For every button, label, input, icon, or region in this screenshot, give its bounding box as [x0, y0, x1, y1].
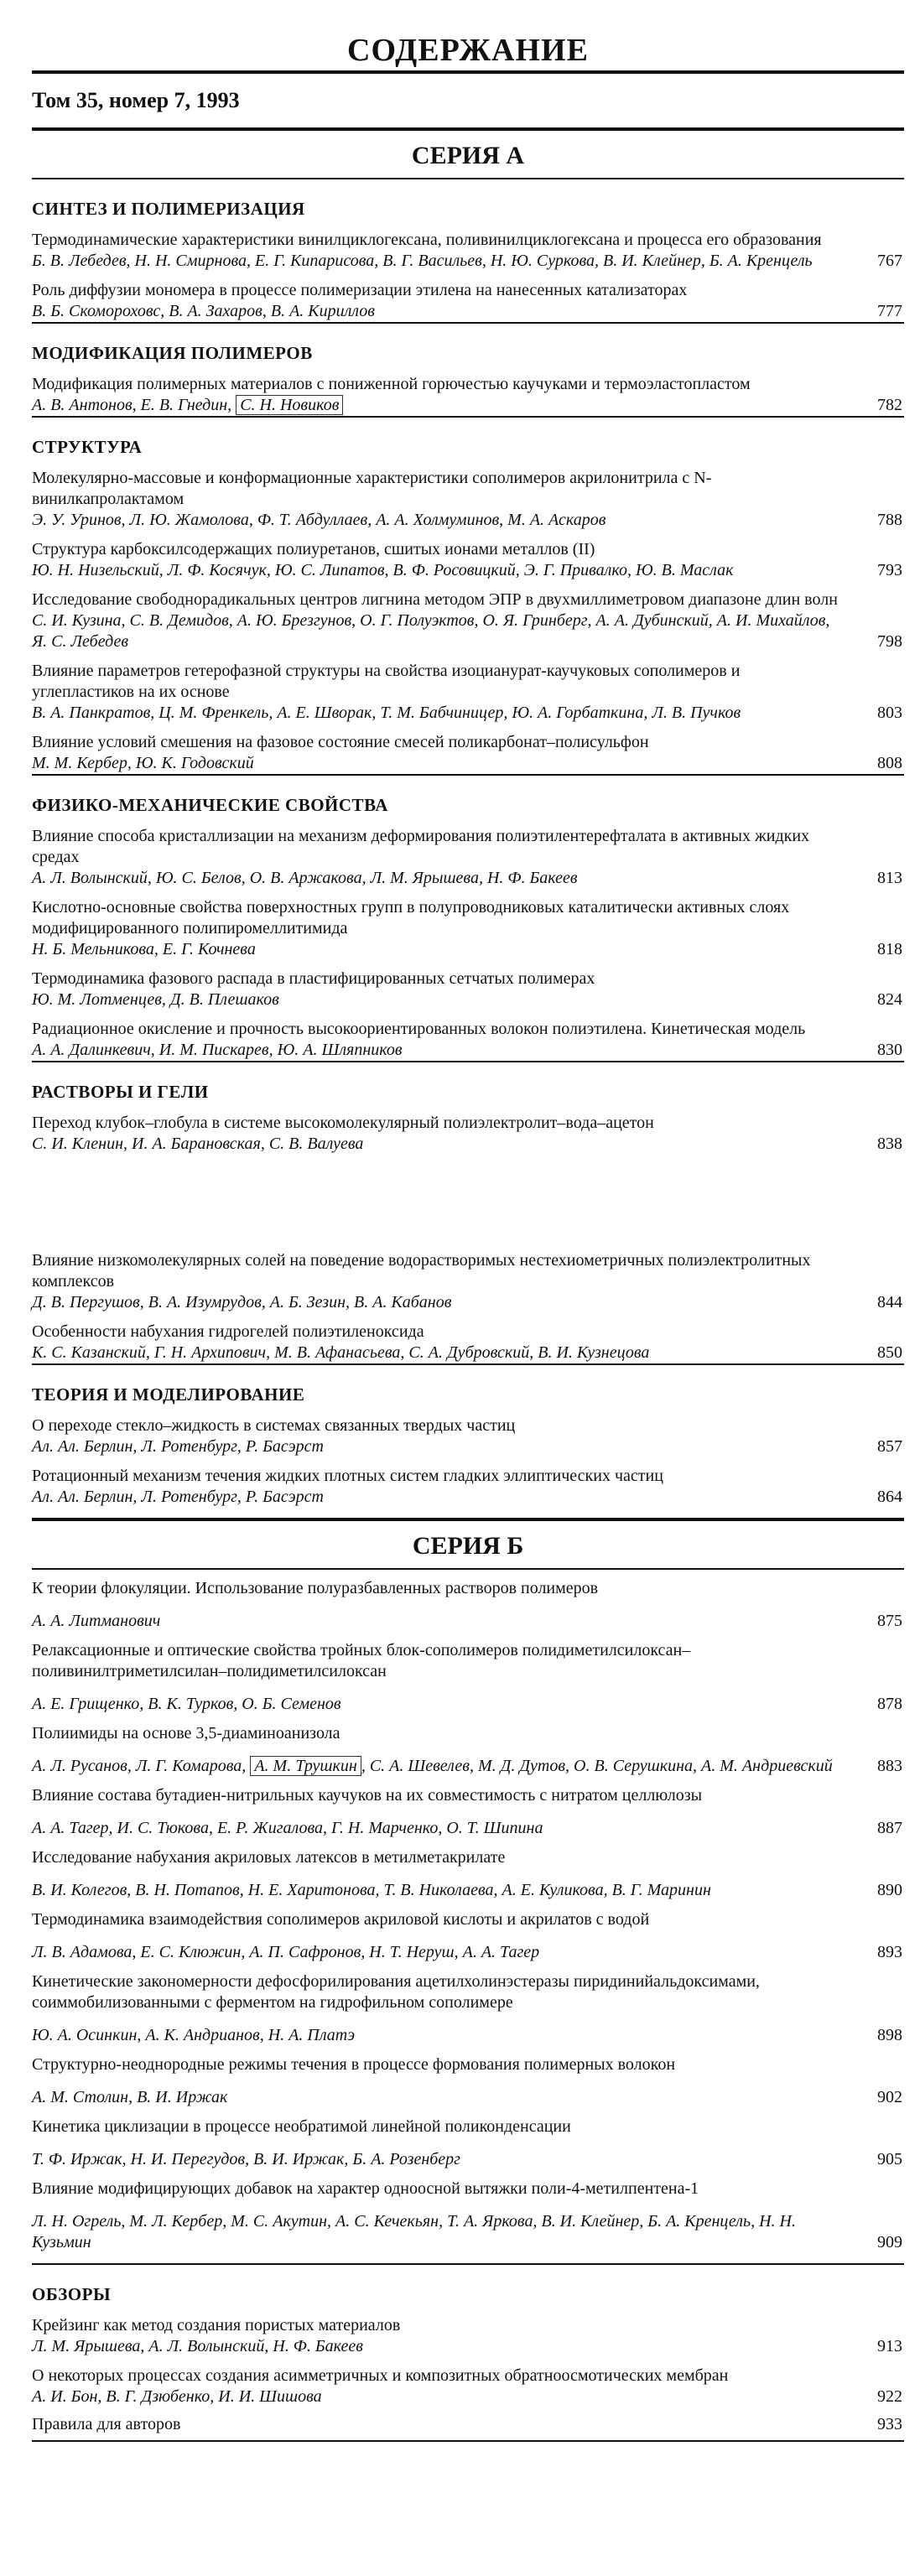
- toc-entry: [32, 2179, 904, 2253]
- toc-entry: [32, 1322, 904, 1363]
- toc-entry: [32, 969, 904, 1010]
- entry-authors: [32, 510, 845, 531]
- toc-entry: [32, 1415, 904, 1457]
- toc-entry: [32, 468, 904, 531]
- entry-title: Переход клубок–глобула в системе высокомолекулярный полиэлектролит–вода–ацетон: [32, 1114, 654, 1132]
- rules-label: Правила для авторов: [32, 2415, 181, 2433]
- entry-authors-text: С. И. Кленин, И. А. Барановская, С. В. Валуева: [32, 1135, 364, 1153]
- volume-info: Том 35, номер 7, 1993: [32, 88, 240, 112]
- entry-page-number: 893: [877, 1943, 902, 1961]
- toc-section: [32, 179, 904, 322]
- entry-authors: [32, 1611, 845, 1632]
- entry-authors: [32, 560, 845, 581]
- entry-authors: [32, 1134, 845, 1155]
- entry-title: О переходе стекло–жидкость в системах связанных твердых частиц: [32, 1416, 516, 1435]
- entry-page-number: 857: [877, 1437, 902, 1456]
- entry-authors: [32, 1818, 845, 1839]
- toc-entry: [32, 1723, 904, 1777]
- toc-entry: [32, 897, 904, 960]
- entry-title: Полиимиды на основе 3,5-диаминоанизола: [32, 1724, 340, 1742]
- entry-authors-rest: , С. А. Шевелев, М. Д. Дутов, О. В. Серушкина, А. М. Андриевский: [361, 1757, 833, 1775]
- entry-title: О некоторых процессах создания асимметричных и композитных обратноосмотических мембран: [32, 2366, 729, 2385]
- bottom-rule: [32, 2440, 904, 2442]
- entry-page-number: 875: [877, 1612, 902, 1630]
- rules-for-authors: [32, 2414, 904, 2435]
- entry-authors: [32, 395, 845, 416]
- entry-page-number: 883: [877, 1757, 902, 1775]
- rules-page: 933: [877, 2415, 902, 2433]
- entry-page-number: 788: [877, 511, 902, 529]
- entry-page-number: 838: [877, 1135, 902, 1153]
- entry-authors: [32, 2149, 845, 2170]
- toc-entry: [32, 374, 904, 416]
- toc-entry: [32, 661, 904, 724]
- entry-title: Крейзинг как метод создания пористых материалов: [32, 2316, 401, 2334]
- toc-section: [32, 776, 904, 1061]
- entry-authors: [32, 251, 845, 272]
- entry-page-number: 782: [877, 396, 902, 414]
- toc-entry: [32, 2315, 904, 2357]
- entry-page-number: 902: [877, 2088, 902, 2106]
- entry-title: Структурно-неоднородные режимы течения в процессе формования полимерных волокон: [32, 2055, 676, 2074]
- entry-title: Структура карбоксилсодержащих полиуретанов, сшитых ионами металлов (II): [32, 540, 595, 558]
- entry-authors-boxed: А. М. Трушкин: [250, 1756, 361, 1776]
- entry-authors: [32, 989, 845, 1010]
- toc-entry: [32, 1250, 904, 1313]
- entry-page-number: 803: [877, 704, 902, 722]
- entry-authors-text: Л. В. Адамова, Е. С. Клюжин, А. П. Сафронов, Н. Т. Неруш, А. А. Тагер: [32, 1943, 540, 1961]
- toc-entry: [32, 280, 904, 322]
- entry-title: Влияние способа кристаллизации на механизм деформирования полиэтилентерефталата в активных жидких средах: [32, 827, 810, 866]
- entry-page-number: 844: [877, 1293, 902, 1311]
- toc-entry: [32, 1971, 904, 2046]
- entry-page-number: 864: [877, 1488, 902, 1506]
- series-b-title: СЕРИЯ Б: [412, 1532, 524, 1560]
- entry-title: Кинетические закономерности дефосфорилирования ацетилхолинэстеразы пиридинийальдоксимами, соиммобилизованными с ферментом на гидрофильном сополимере: [32, 1972, 760, 2012]
- entry-title: Релаксационные и оптические свойства тройных блок-сополимеров полидиметилсилоксан–поливинилтриметилсилан–полидиметилсилоксан: [32, 1641, 691, 1680]
- entry-authors-text: Ю. Н. Низельский, Л. Ф. Косячук, Ю. С. Липатов, В. Ф. Росовицкий, Э. Г. Привалко, Ю. В. Маслак: [32, 561, 734, 579]
- entry-authors-text: М. М. Кербер, Ю. К. Годовский: [32, 754, 254, 772]
- series-a-title: СЕРИЯ А: [411, 142, 525, 169]
- entry-title: Молекулярно-массовые и конформационные характеристики сополимеров акрилонитрила с N-винилкапролактамом: [32, 469, 712, 508]
- toc-entry: [32, 1466, 904, 1508]
- toc-entry: [32, 1640, 904, 1715]
- entry-page-number: 878: [877, 1695, 902, 1713]
- entry-page-number: 813: [877, 869, 902, 887]
- entry-title: Термодинамика фазового распада в пластифицированных сетчатых полимерах: [32, 969, 595, 988]
- section-heading: СТРУКТУРА: [32, 437, 143, 457]
- series-b-rule: [32, 1568, 904, 1570]
- toc-entry: [32, 2116, 904, 2170]
- section-heading: ФИЗИКО-МЕХАНИЧЕСКИЕ СВОЙСТВА: [32, 795, 388, 815]
- entry-page-number: 922: [877, 2387, 902, 2406]
- entry-authors: [32, 1436, 845, 1457]
- entry-title: Кислотно-основные свойства поверхностных групп в полупроводниковых каталитически активных слоях модифицированного полипиромеллитимида: [32, 898, 790, 937]
- entry-page-number: 909: [877, 2233, 902, 2251]
- page-title: СОДЕРЖАНИЕ: [347, 33, 589, 68]
- entry-authors: [32, 1756, 845, 1777]
- entry-authors-text: Ю. А. Осинкин, А. К. Андрианов, Н. А. Платэ: [32, 2026, 356, 2044]
- entry-page-number: 913: [877, 2337, 902, 2355]
- entry-page-number: 887: [877, 1819, 902, 1837]
- entry-authors-text: Б. В. Лебедев, Н. Н. Смирнова, Е. Г. Кипарисова, В. Г. Васильев, Н. Ю. Суркова, В. И. Клейнер, Б. А. Кренцель: [32, 252, 813, 270]
- entry-authors: [32, 753, 845, 774]
- entry-authors-text: А. И. Бон, В. Г. Дзюбенко, И. И. Шишова: [32, 2387, 322, 2406]
- entry-page-number: 818: [877, 940, 902, 958]
- entry-title: Радиационное окисление и прочность высокоориентированных волокон полиэтилена. Кинетическая модель: [32, 1020, 806, 1038]
- entry-authors-text: А. Л. Русанов, Л. Г. Комарова,: [32, 1757, 247, 1775]
- section-heading-reviews: ОБЗОРЫ: [32, 2284, 112, 2304]
- section-heading: СИНТЕЗ И ПОЛИМЕРИЗАЦИЯ: [32, 199, 305, 219]
- entry-authors-text: В. Б. Скомороховс, В. А. Захаров, В. А. Кириллов: [32, 302, 375, 320]
- entry-title: К теории флокуляции. Использование полуразбавленных растворов полимеров: [32, 1579, 599, 1597]
- toc-entry: [32, 589, 904, 652]
- toc-section: [32, 324, 904, 416]
- series-b-entries: [32, 1578, 904, 2253]
- series-a-sections: [32, 179, 904, 1508]
- entry-title: Влияние низкомолекулярных солей на поведение водорастворимых нестехиометричных полиэлектролитных комплексов: [32, 1251, 811, 1291]
- entry-authors-text: А. А. Тагер, И. С. Тюкова, Е. Р. Жигалова, Г. Н. Марченко, О. Т. Шипина: [32, 1819, 543, 1837]
- entry-authors: [32, 1942, 845, 1963]
- entry-title: Влияние параметров гетерофазной структуры на свойства изоцианурат-каучуковых сополимеров и углепластиков на их основе: [32, 662, 741, 701]
- entry-title: Термодинамика взаимодействия сополимеров акриловой кислоты и акрилатов с водой: [32, 1910, 650, 1929]
- entry-page-number: 777: [877, 302, 902, 320]
- entry-authors: [32, 301, 845, 322]
- entry-authors-text: А. Л. Волынский, Ю. С. Белов, О. В. Аржакова, Л. М. Ярышева, Н. Ф. Бакеев: [32, 869, 578, 887]
- entry-title: Роль диффузии мономера в процессе полимеризации этилена на нанесенных катализаторах: [32, 281, 688, 299]
- toc-entry: [32, 2054, 904, 2108]
- entry-authors-text: В. А. Панкратов, Ц. М. Френкель, А. Е. Шворак, Т. М. Бабчиницер, Ю. А. Горбаткина, Л. В. Пучков: [32, 704, 741, 722]
- entry-title: Исследование свободнорадикальных центров лигнина методом ЭПР в двухмиллиметровом диапазоне длин волн: [32, 590, 838, 609]
- entry-title: Особенности набухания гидрогелей полиэтиленоксида: [32, 1322, 424, 1341]
- toc-section: [32, 1062, 904, 1363]
- entry-authors: [32, 1880, 845, 1901]
- entry-authors-text: Т. Ф. Иржак, Н. И. Перегудов, В. И. Иржак, Б. А. Розенберг: [32, 2150, 460, 2168]
- entry-page-number: 824: [877, 990, 902, 1009]
- entry-authors: [32, 703, 845, 724]
- toc-entry: [32, 1113, 904, 1155]
- entry-authors: [32, 1487, 845, 1508]
- entry-title: Исследование набухания акриловых латексов в метилметакрилате: [32, 1848, 506, 1867]
- entry-authors: [32, 2211, 845, 2253]
- entry-page-number: 798: [877, 632, 902, 651]
- toc-entry: [32, 2366, 904, 2407]
- entry-page-number: 793: [877, 561, 902, 579]
- entry-authors-text: Ал. Ал. Берлин, Л. Ротенбург, Р. Басэрст: [32, 1437, 324, 1456]
- entry-authors: [32, 2386, 845, 2407]
- entry-title: Влияние состава бутадиен-нитрильных каучуков на их совместимость с нитратом целлюлозы: [32, 1786, 703, 1805]
- entry-authors: [32, 610, 845, 652]
- toc-entry: [32, 1847, 904, 1901]
- entry-page-number: 830: [877, 1041, 902, 1059]
- toc-entry: [32, 230, 904, 272]
- entry-page-number: 808: [877, 754, 902, 772]
- toc-entry: [32, 732, 904, 774]
- contents-page: [32, 0, 904, 2442]
- entry-title: Влияние модифицирующих добавок на характер одноосной вытяжки поли-4-метилпентена-1: [32, 2179, 699, 2198]
- entry-authors-text: А. А. Литманович: [32, 1612, 161, 1630]
- entry-title: Модификация полимерных материалов с пониженной горючестью каучуками и термоэластопластом: [32, 375, 751, 393]
- entry-authors-text: Ю. М. Лотменцев, Д. В. Плешаков: [32, 990, 279, 1009]
- entry-authors-boxed: С. Н. Новиков: [236, 395, 343, 415]
- entry-title: Влияние условий смешения на фазовое состояние смесей поликарбонат–полисульфон: [32, 733, 649, 751]
- entry-authors-text: Л. М. Ярышева, А. Л. Волынский, Н. Ф. Бакеев: [32, 2337, 363, 2355]
- entry-authors-text: Л. Н. Огрель, М. Л. Кербер, М. С. Акутин, А. С. Кечекьян, Т. А. Яркова, В. И. Клейнер, Б. А. Кренцель, Н. Н. Кузьмин: [32, 2212, 796, 2251]
- entry-authors: [32, 1040, 845, 1061]
- toc-section: [32, 418, 904, 774]
- toc-entry: [32, 1785, 904, 1839]
- entry-authors: [32, 2025, 845, 2046]
- toc-section: [32, 1365, 904, 1508]
- toc-entry: [32, 539, 904, 581]
- entry-page-number: 850: [877, 1343, 902, 1362]
- section-heading: ТЕОРИЯ И МОДЕЛИРОВАНИЕ: [32, 1384, 305, 1405]
- entry-authors: [32, 1292, 845, 1313]
- entry-authors-text: К. С. Казанский, Г. Н. Архипович, М. В. Афанасьева, С. А. Дубровский, В. И. Кузнецова: [32, 1343, 650, 1362]
- blank-space: [32, 1155, 904, 1242]
- entry-title: Термодинамические характеристики винилциклогексана, поливинилциклогексана и процесса его образования: [32, 231, 822, 249]
- entry-page-number: 767: [877, 252, 902, 270]
- entry-page-number: 898: [877, 2026, 902, 2044]
- entry-authors-text: А. А. Далинкевич, И. М. Пискарев, Ю. А. Шляпников: [32, 1041, 403, 1059]
- entry-title: Ротационный механизм течения жидких плотных систем гладких эллиптических частиц: [32, 1467, 663, 1485]
- entry-authors: [32, 2336, 845, 2357]
- entry-authors-text: В. И. Колегов, В. Н. Потапов, Н. Е. Харитонова, Т. В. Николаева, А. Е. Куликова, В. Г. Маринин: [32, 1881, 711, 1899]
- section-heading: МОДИФИКАЦИЯ ПОЛИМЕРОВ: [32, 343, 313, 363]
- entry-authors: [32, 1343, 845, 1363]
- toc-entry: [32, 1019, 904, 1061]
- toc-entry: [32, 826, 904, 889]
- entry-page-number: 905: [877, 2150, 902, 2168]
- entry-authors: [32, 2087, 845, 2108]
- toc-entry: [32, 1578, 904, 1632]
- entry-authors-text: Н. Б. Мельникова, Е. Г. Кочнева: [32, 940, 256, 958]
- entry-authors: [32, 868, 845, 889]
- entry-title: Кинетика циклизации в процессе необратимой линейной поликонденсации: [32, 2117, 571, 2136]
- entry-page-number: 890: [877, 1881, 902, 1899]
- entry-authors-text: Э. У. Уринов, Л. Ю. Жамолова, Ф. Т. Абдуллаев, А. А. Холмуминов, М. А. Аскаров: [32, 511, 606, 529]
- entry-authors-text: А. М. Столин, В. И. Иржак: [32, 2088, 228, 2106]
- entry-authors: [32, 939, 845, 960]
- entry-authors-text: С. И. Кузина, С. В. Демидов, А. Ю. Брезгунов, О. Г. Полуэктов, О. Я. Гринберг, А. А. Дубинский, А. И. Михайлов, Я. С. Лебедев: [32, 611, 830, 651]
- entry-authors-text: Д. В. Пергушов, В. А. Изумрудов, А. Б. Зезин, В. А. Кабанов: [32, 1293, 452, 1311]
- toc-entry: [32, 1909, 904, 1963]
- section-heading: РАСТВОРЫ И ГЕЛИ: [32, 1082, 209, 1102]
- entry-authors-text: Ал. Ал. Берлин, Л. Ротенбург, Р. Басэрст: [32, 1488, 324, 1506]
- entry-authors-text: А. Е. Грищенко, В. К. Турков, О. Б. Семенов: [32, 1695, 341, 1713]
- entry-authors-text: А. В. Антонов, Е. В. Гнедин,: [32, 396, 232, 414]
- reviews-entries: [32, 2315, 904, 2407]
- entry-authors: [32, 1694, 845, 1715]
